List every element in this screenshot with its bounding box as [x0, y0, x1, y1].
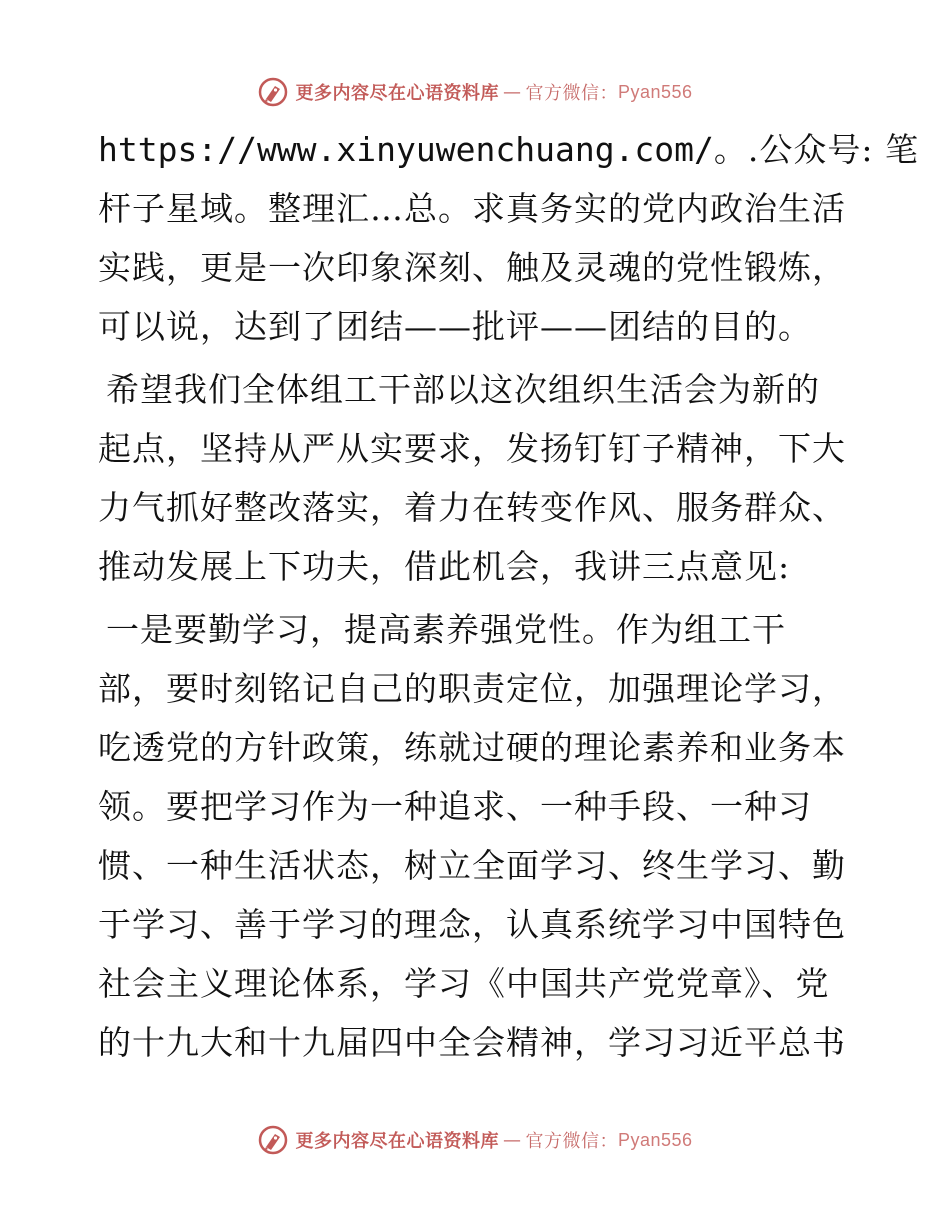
url-text: https://www.xinyuwenchuang.com/: [98, 130, 714, 169]
watermark-brand: 更多内容尽在心语资料库: [295, 83, 499, 104]
text-line: 可以说，达到了团结——批评——团结的目的。: [98, 307, 812, 346]
pen-nib-icon: [257, 76, 289, 108]
text-line: 希望我们全体组工干部以这次组织生活会为新的: [106, 370, 820, 409]
paragraph-3: [98, 600, 858, 1072]
text-line: 起点，坚持从严从实要求，发扬钉钉子精神，下大: [98, 429, 846, 468]
watermark-brand: 更多内容尽在心语资料库: [295, 1131, 499, 1152]
paragraph-1: [98, 120, 920, 356]
text-line: 惯、一种生活状态，树立全面学习、终生学习、勤: [98, 846, 846, 885]
text-line: 一是要勤学习，提高素养强党性。作为组工干: [106, 610, 786, 649]
text-line: 领。要把学习作为一种追求、一种手段、一种习: [98, 787, 812, 826]
watermark-handle: Pyan556: [617, 1129, 693, 1150]
paragraph-2: [98, 360, 858, 596]
text-line: 杆子星域。整理汇…总。求真务实的党内政治生活: [98, 189, 846, 228]
watermark-separator: —: [502, 1129, 522, 1151]
text-line: [98, 120, 920, 179]
text-line: 于学习、善于学习的理念，认真系统学习中国特色: [98, 905, 846, 944]
text-line: 的十九大和十九届四中全会精神，学习习近平总书: [98, 1023, 846, 1062]
text-line: 力气抓好整改落实，着力在转变作风、服务群众、: [98, 488, 846, 527]
watermark-banner-top: [0, 72, 950, 112]
watermark-handle: Pyan556: [617, 81, 693, 102]
text-line: 部，要时刻铭记自己的职责定位，加强理论学习，: [98, 669, 846, 708]
pen-nib-icon: [257, 1124, 289, 1156]
text-line: 社会主义理论体系，学习《中国共产党党章》、党: [98, 964, 830, 1003]
text-line: 吃透党的方针政策，练就过硬的理论素养和业务本: [98, 728, 846, 767]
text-line: 实践，更是一次印象深刻、触及灵魂的党性锻炼，: [98, 248, 846, 287]
document-body: [98, 120, 920, 1072]
watermark-wechat-label: 官方微信：: [525, 1131, 618, 1152]
text-line: 推动发展上下功夫，借此机会，我讲三点意见:: [98, 547, 791, 586]
watermark-banner-bottom: [0, 1120, 950, 1160]
watermark-separator: —: [502, 81, 522, 103]
watermark-wechat-label: 官方微信：: [525, 83, 618, 104]
text-line-tail: 。.公众号: 笔: [713, 130, 920, 169]
